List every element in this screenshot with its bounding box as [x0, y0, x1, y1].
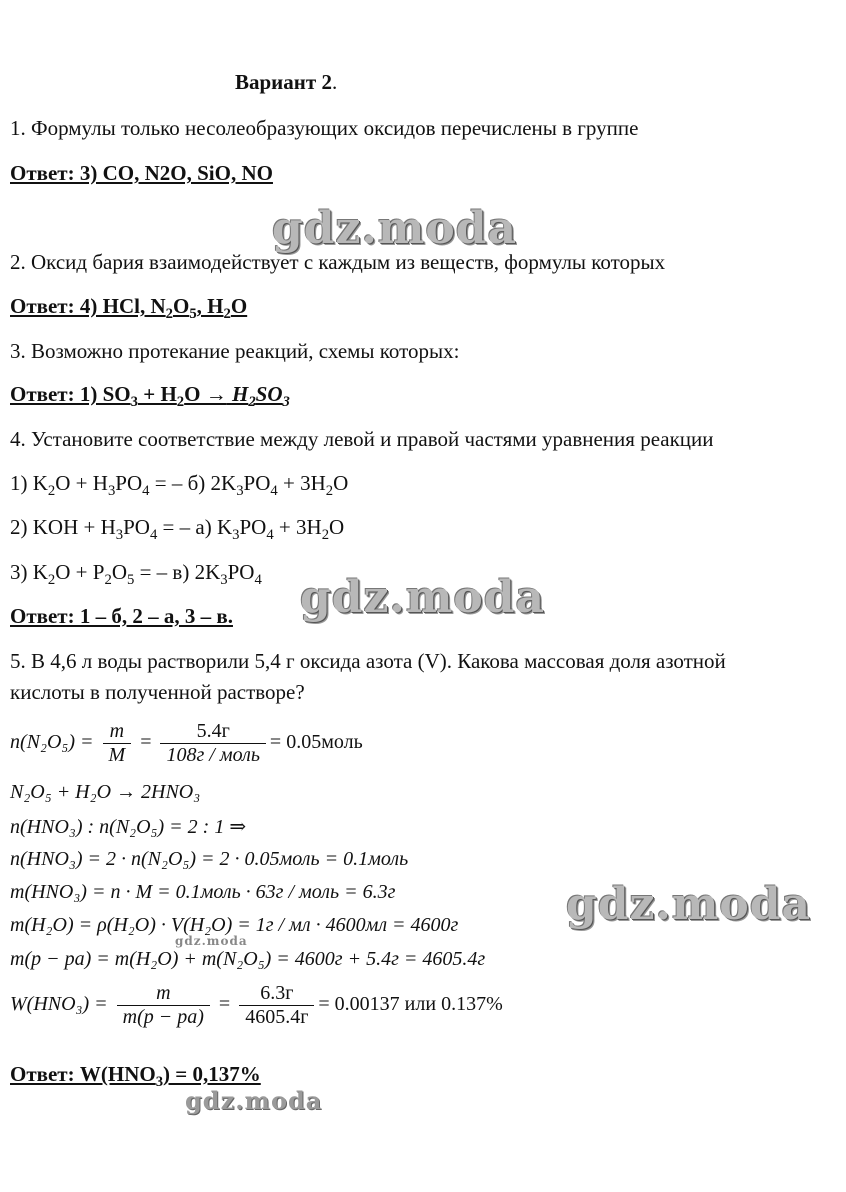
page-title: Вариант 2. [235, 70, 338, 94]
answer-2: Ответ: 4) HCl, $N_2O_5$, $H_2O$ [10, 294, 248, 323]
equation-1: n(N₂O₅) = $\frac{m}{M}$ = $\frac{5.4г}{\text{108г / моль}}$ = 0.05моль [10, 720, 363, 766]
watermark: gdz.moda [300, 572, 546, 623]
watermark: gdz.moda [272, 203, 518, 254]
match-line-2: 2) KOH + $H_3PO_4$ = – а) $K_3PO_4 + 3H_2O$ [10, 515, 345, 544]
answer-1: Ответ: 3) CO, N2O, SiO, NO [10, 161, 273, 185]
question-1: 1. Формулы только несолеобразующих оксидов перечислены в группе [10, 116, 639, 140]
answer-5: Ответ: $W(HNO_3) = 0,137\%$ [10, 1062, 261, 1091]
equation-7: m(p − pa) = m(H₂O) + m(N₂O₅) = 4600г + 5.4г = 4605.4г [10, 948, 486, 970]
question-2: 2. Оксид бария взаимодействует с каждым из веществ, формулы которых [10, 250, 666, 274]
question-4: 4. Установите соответствие между левой и правой частями уравнения реакции [10, 427, 714, 451]
match-line-1: 1) $K_2O + H_3PO_4$ = – б) $2K_3PO_4 + 3H_2O$ [10, 471, 349, 500]
question-3: 3. Возможно протекание реакций, схемы которых: [10, 339, 460, 363]
watermark: gdz.moda [185, 1086, 323, 1115]
question-5-line-1: 5. В 4,6 л воды растворили 5,4 г оксида азота (V). Какова массовая доля азотной [10, 649, 726, 673]
equation-3: n(HNO₃) : n(N₂O₅) = 2 : 1 ⇒ [10, 816, 247, 838]
equation-5: m(HNO₃) = n · M = 0.1моль · 63г / моль = 6.3г [10, 881, 396, 903]
watermark-small: gdz.moda [175, 934, 248, 948]
watermark: gdz.moda [566, 879, 812, 930]
equation-6: m(H₂O) = ρ(H₂O) · V(H₂O) = 1г / мл · 4600мл = 4600г [10, 914, 459, 936]
question-5-line-2: кислоты в полученной растворе? [10, 680, 305, 704]
match-line-3: 3) $K_2O + P_2O_5$ = – в) $2K_3PO_4$ [10, 560, 262, 589]
equation-4: n(HNO₃) = 2 · n(N₂O₅) = 2 · 0.05моль = 0.1моль [10, 848, 409, 870]
answer-4: Ответ: 1 – б, 2 – а, 3 – в. [10, 604, 233, 628]
equation-2: N₂O₅ + H₂O → 2HNO₃ [10, 781, 201, 803]
equation-8: W(HNO₃) = $\frac{m}{m(p - pa)}$ = $\frac{6.3г}{4605.4г}$ = 0.00137 или 0.137% [10, 982, 503, 1028]
answer-3: Ответ: 1) $SO_3 + H_2O \to H_2SO_3$ [10, 382, 290, 411]
